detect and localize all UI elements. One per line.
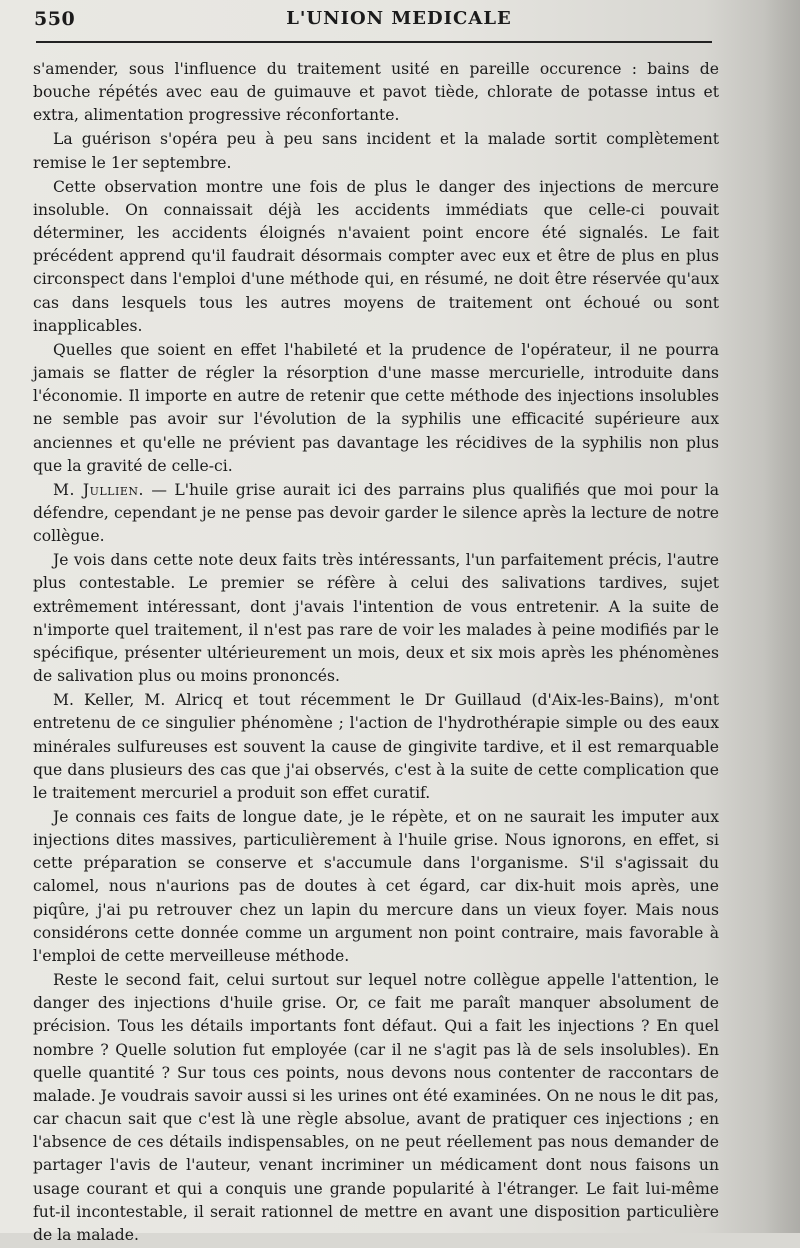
article-body (33, 58, 719, 1248)
paragraph: Quelles que soient en effet l'habileté et la prudence de l'opérateur, il ne pourra jamais se flatter de régler la résorption d'une masse mercurielle, introduite dans l'économie. Il importe en autre de retenir que cette méthode des injections insolubles ne semble pas avoir sur l'évolution de la syphilis une efficacité supérieure aux anciennes et qu'elle ne prévient pas davantage les récidives de la syphilis non plus que la gravité de celle-ci. (33, 340, 719, 475)
running-title: L'UNION MEDICALE (286, 8, 512, 29)
page-number: 550 (34, 8, 76, 30)
paragraph: s'amender, sous l'influence du traitement usité en pareille occurence : bains de bouche répétés avec eau de guimauve et pavot tiède, chlorate de potasse intus et extra, alimentation progressive réconfortante. (33, 60, 719, 125)
speaker-text: — L'huile grise aurait ici des parrains plus qualifiés que moi pour la défendre, cependant je ne pense pas devoir garder le silence après la lecture de notre collègue. (33, 480, 720, 546)
speaker-name: M. Jullien. (53, 480, 144, 499)
paragraph: Reste le second fait, celui surtout sur lequel notre collègue appelle l'attention, le danger des injections d'huile grise. Or, ce fait me paraît manquer absolument de précision. Tous les détails importants font défaut. Qui a fait les injections ? En quel nombre ? Quelle solution fut employée (car il ne s'agit pas là de sels insolubles). En quelle quantité ? Sur tous ces points, nous devons nous contenter de raccontars de malade. Je voudrais savoir aussi si les urines ont été examinées. On ne nous le dit pas, car chacun sait que c'est là une règle absolue, avant de pratiquer ces injections ; en l'absence de ces détails indispensables, on ne peut réellement pas nous demander de partager l'avis de l'auteur, venant incriminer un médicament dont nous faisons un usage courant et qui a conquis une grande popularité à l'étranger. Le fait lui-même fut-il incontestable, il serait rationnel de mettre en avant une disposition particulière de la malade. (33, 971, 719, 1244)
paragraph-speaker-jullien (33, 479, 719, 548)
paragraph: M. Keller, M. Alricq et tout récemment le Dr Guillaud (d'Aix-les-Bains), m'ont entretenu de ce singulier phénomène ; l'action de l'hydrothérapie simple ou des eaux minérales sulfureuses est souvent la cause de gingivite tardive, et il est remarquable que dans plusieurs des cas que j'ai observés, c'est à la suite de cette complication que le traitement mercuriel a produit son effet curatif. (33, 691, 719, 802)
paragraph: Je vois dans cette note deux faits très intéressants, l'un parfaitement précis, l'autre plus contestable. Le premier se réfère à celui des salivations tardives, sujet extrêmement intéressant, dont j'avais l'intention de vous entretenir. A la suite de n'importe quel traitement, il n'est pas rare de voir les malades à peine modifiés par le spécifique, présenter ultérieurement un mois, deux et six mois après les phénomènes de salivation plus ou moins prononcés. (33, 551, 719, 686)
paragraph: Je connais ces faits de longue date, je le répète, et on ne saurait les imputer aux injections dites massives, particulièrement à l'huile grise. Nous ignorons, en effet, si cette préparation se conserve et s'accumule dans l'organisme. S'il s'agissait du calomel, nous n'aurions pas de doutes à cet égard, car dix-huit mois après, une piqûre, j'ai pu retrouver chez un lapin du mercure dans un vieux foyer. Mais nous considérons cette donnée comme un argument non point contraire, mais favorable à l'emploi de cette merveilleuse méthode. (33, 808, 719, 965)
paragraph: Cette observation montre une fois de plus le danger des injections de mercure insoluble. On connaissait déjà les accidents immédiats que celle-ci pouvait déterminer, les accidents éloignés n'avaient point encore été signalés. Le fait précédent apprend qu'il faudrait désormais compter avec eux et être de plus en plus circonspect dans l'emploi d'une méthode qui, en résumé, ne doit être réservée qu'aux cas dans lesquels tous les autres moyens de traitement ont échoué ou sont inapplicables. (33, 177, 719, 335)
header-rule (36, 41, 712, 43)
paragraph: La guérison s'opéra peu à peu sans incident et la malade sortit complètement remise le 1er septembre. (33, 130, 719, 172)
page-header (34, 6, 734, 40)
